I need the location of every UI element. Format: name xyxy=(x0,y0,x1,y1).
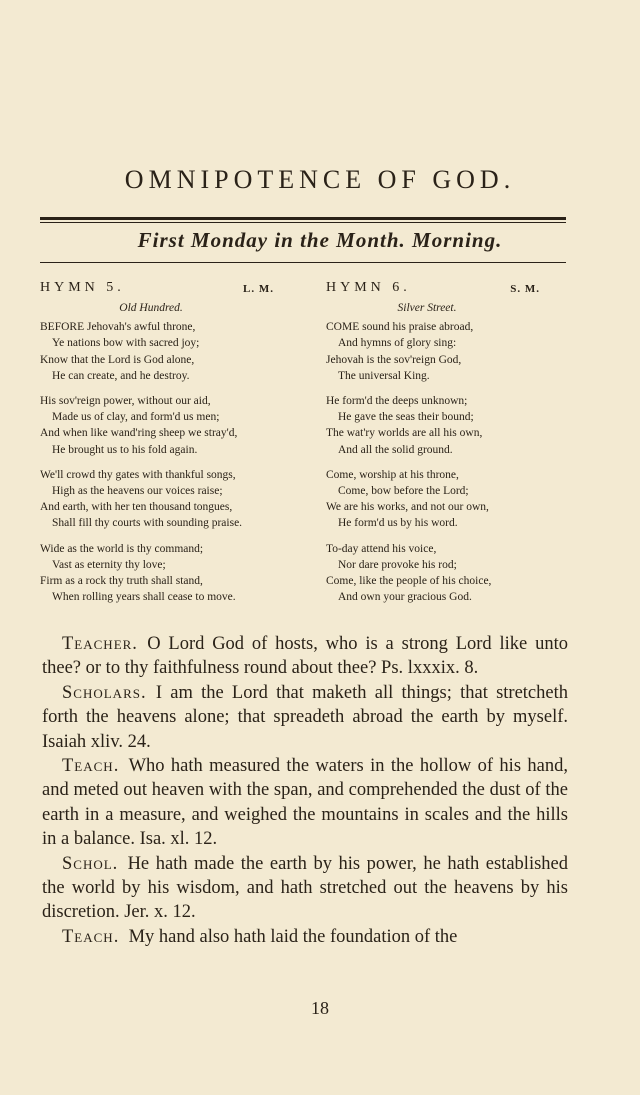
hymn-stanza xyxy=(40,319,302,384)
hymn-meter: L. M. xyxy=(243,283,274,295)
page-title: OMNIPOTENCE OF GOD. xyxy=(124,165,516,194)
hymn-line: Firm as a rock thy truth shall stand, xyxy=(40,575,203,588)
dialogue-paragraph xyxy=(42,632,568,681)
hymn-line: We'll crowd thy gates with thankful songs, xyxy=(40,468,236,481)
dialogue-text: O Lord God of hosts, who is a strong Lord like unto thee? or to thy faithfulness round about thee? Ps. lxxxix. 8. xyxy=(42,634,568,679)
hymn-line: Come, like the people of his choice, xyxy=(326,575,492,588)
hymn-line: We are his works, and not our own, xyxy=(326,501,489,514)
hymn-line: BEFORE Jehovah's awful throne, xyxy=(40,321,196,334)
hymn-line: He brought us to his fold again. xyxy=(52,443,198,456)
hymn-line: Know that the Lord is God alone, xyxy=(40,353,195,366)
hymn-stanza xyxy=(40,541,302,606)
hymn-stanzas xyxy=(326,319,568,605)
speaker-label: Teacher. xyxy=(62,634,138,654)
dialogue-paragraph xyxy=(42,852,568,925)
hymn-line: To-day attend his voice, xyxy=(326,542,437,555)
hymn-line: Wide as the world is thy command; xyxy=(40,542,204,555)
hymn-line: And when like wand'ring sheep we stray'd, xyxy=(40,427,238,440)
page-number: 18 xyxy=(311,998,329,1018)
hymn-line: Vast as eternity thy love; xyxy=(52,558,166,571)
hymn-line: Shall fill thy courts with sounding praise. xyxy=(52,517,243,530)
hymn-line: He gave the seas their bound; xyxy=(338,411,474,424)
title-rule-thick xyxy=(40,217,566,220)
hymn-stanza xyxy=(326,467,568,532)
hymn-line: He form'd the deeps unknown; xyxy=(326,395,468,408)
speaker-label: Scholars. xyxy=(62,682,147,703)
hymn-line: And earth, with her ten thousand tongues, xyxy=(40,501,233,514)
hymn-heading xyxy=(40,280,302,300)
dialogue-paragraph xyxy=(42,754,568,852)
hymn-stanza xyxy=(326,319,568,384)
dialogue-text: My hand also hath laid the foundation of the xyxy=(128,926,458,947)
dialogue-paragraph xyxy=(42,925,568,949)
hymn-line: He form'd us by his word. xyxy=(338,517,458,530)
subtitle-rule xyxy=(40,262,566,263)
hymn-stanzas xyxy=(40,319,302,605)
hymn-5 xyxy=(40,280,302,614)
title-rule-thin xyxy=(40,222,566,223)
hymn-line: COME sound his praise abroad, xyxy=(326,321,474,334)
hymn-line: Nor dare provoke his rod; xyxy=(338,558,457,571)
hymn-stanza xyxy=(326,541,568,606)
hymn-tune: Old Hundred. xyxy=(119,302,183,314)
speaker-label: Schol. xyxy=(62,853,119,874)
hymn-line: His sov'reign power, without our aid, xyxy=(40,395,211,408)
hymn-stanza xyxy=(40,467,302,532)
hymn-line: Ye nations bow with sacred joy; xyxy=(52,337,200,350)
hymn-line: Made us of clay, and form'd us men; xyxy=(52,411,220,424)
hymn-line: And all the solid ground. xyxy=(338,443,453,456)
hymn-line: Come, worship at his throne, xyxy=(326,468,459,481)
hymn-number: HYMN 6. xyxy=(326,280,411,295)
hymn-line: When rolling years shall cease to move. xyxy=(52,591,236,604)
hymn-line: Come, bow before the Lord; xyxy=(338,485,469,498)
hymn-stanza xyxy=(40,393,302,458)
speaker-label: Teach. xyxy=(62,756,120,777)
hymn-line: High as the heavens our voices raise; xyxy=(52,485,223,498)
hymn-line: The wat'ry worlds are all his own, xyxy=(326,427,483,440)
hymn-line: The universal King. xyxy=(338,369,430,382)
dialogue-paragraph xyxy=(42,681,568,754)
dialogue-text: I am the Lord that maketh all things; that stretcheth forth the heavens alone; that spreadeth abroad the earth by myself. Isaiah xliv. 24. xyxy=(42,682,568,752)
dialogue-text: Who hath measured the waters in the hollow of his hand, and meted out heaven with the span, and comprehended the dust of the earth in a measure, and weighed the mountains in scales and the hills in a balance. Isa. xl. 12. xyxy=(42,756,568,850)
catechism-dialogue xyxy=(42,632,568,949)
hymn-line: He can create, and he destroy. xyxy=(52,369,190,382)
hymn-stanza xyxy=(326,393,568,458)
hymn-line: And hymns of glory sing: xyxy=(338,337,457,350)
hymn-number: HYMN 5. xyxy=(40,280,125,295)
speaker-label: Teach. xyxy=(62,926,120,947)
hymn-line: And own your gracious God. xyxy=(338,591,472,604)
hymn-heading xyxy=(326,280,568,300)
hymn-tune: Silver Street. xyxy=(397,302,457,314)
hymn-meter: S. M. xyxy=(510,283,540,295)
dialogue-text: He hath made the earth by his power, he hath established the world by his wisdom, and hath stretched out the heavens by his discretion. Jer. x. 12. xyxy=(42,853,568,923)
hymn-line: Jehovah is the sov'reign God, xyxy=(326,353,462,366)
hymn-6 xyxy=(326,280,568,614)
section-subtitle: First Monday in the Month. Morning. xyxy=(137,228,503,252)
